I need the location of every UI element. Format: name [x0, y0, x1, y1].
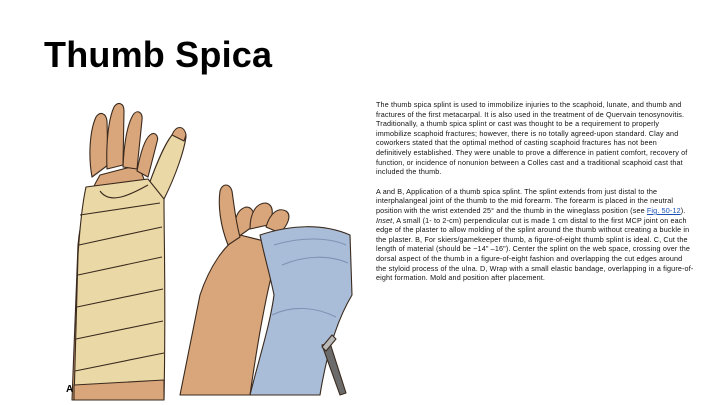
forearm-splint-illustration	[72, 104, 186, 400]
caption-mid: ).	[680, 205, 686, 215]
figure-caption	[376, 187, 694, 283]
caption-lead: A and B, Application of a thumb spica splint. The splint extends from just distal to the interphalangeal joint of the thumb to the mid forearm. The forearm is placed in the neutral position with the wrist extended 25° and the thumb in the wineglass position (see	[376, 186, 674, 215]
description-text-block	[376, 100, 694, 293]
caption-rest: , A small (1- to 2-cm) perpendicular cut is made 1 cm distal to the first MCP joint on each edge of the plaster to allow molding of the splint around the thumb without creating a buckle in the plaster. B, For skiers/gamekeeper thumb, a figure-of-eight thumb splint is ideal. C, Cut the length of material (should be ~14" –16"). Center the splint on the web space, crossing over the dorsal aspect of the thumb in a figure-of-eight fashion and overlapping the cut edges around the styloid process of the ulna. D, Wrap with a small elastic bandage, overlapping in a figure-of-eight formation. Mold and position after placement.	[376, 215, 694, 283]
caption-inset: Inset	[376, 215, 393, 225]
figure-label: A	[66, 384, 74, 395]
description-paragraph: The thumb spica splint is used to immobilize injuries to the scaphoid, lunate, and thumb and fractures of the first metacarpal. It is also used in the treatment of de Quervain tenosynovitis. Traditionally, a thumb spica splint or cast was thought to be a requirement to properly immobilize scaphoid fractures; however, there is no totally agreed-upon standard. Clay and coworkers stated that the optimal method of casting scaphoid fractures has not been definitively established. They were unable to prove a difference in patient comfort, recovery of function, or incidence of nonunion between a Colles cast and a traditional scaphoid cast that included the thumb.	[376, 100, 688, 177]
hand-with-splint-illustration	[180, 185, 352, 395]
figure-reference-link[interactable]: Fig. 50-12	[646, 205, 681, 215]
slide-title: Thumb Spica	[44, 34, 273, 75]
thumb-spica-illustration	[60, 95, 360, 405]
